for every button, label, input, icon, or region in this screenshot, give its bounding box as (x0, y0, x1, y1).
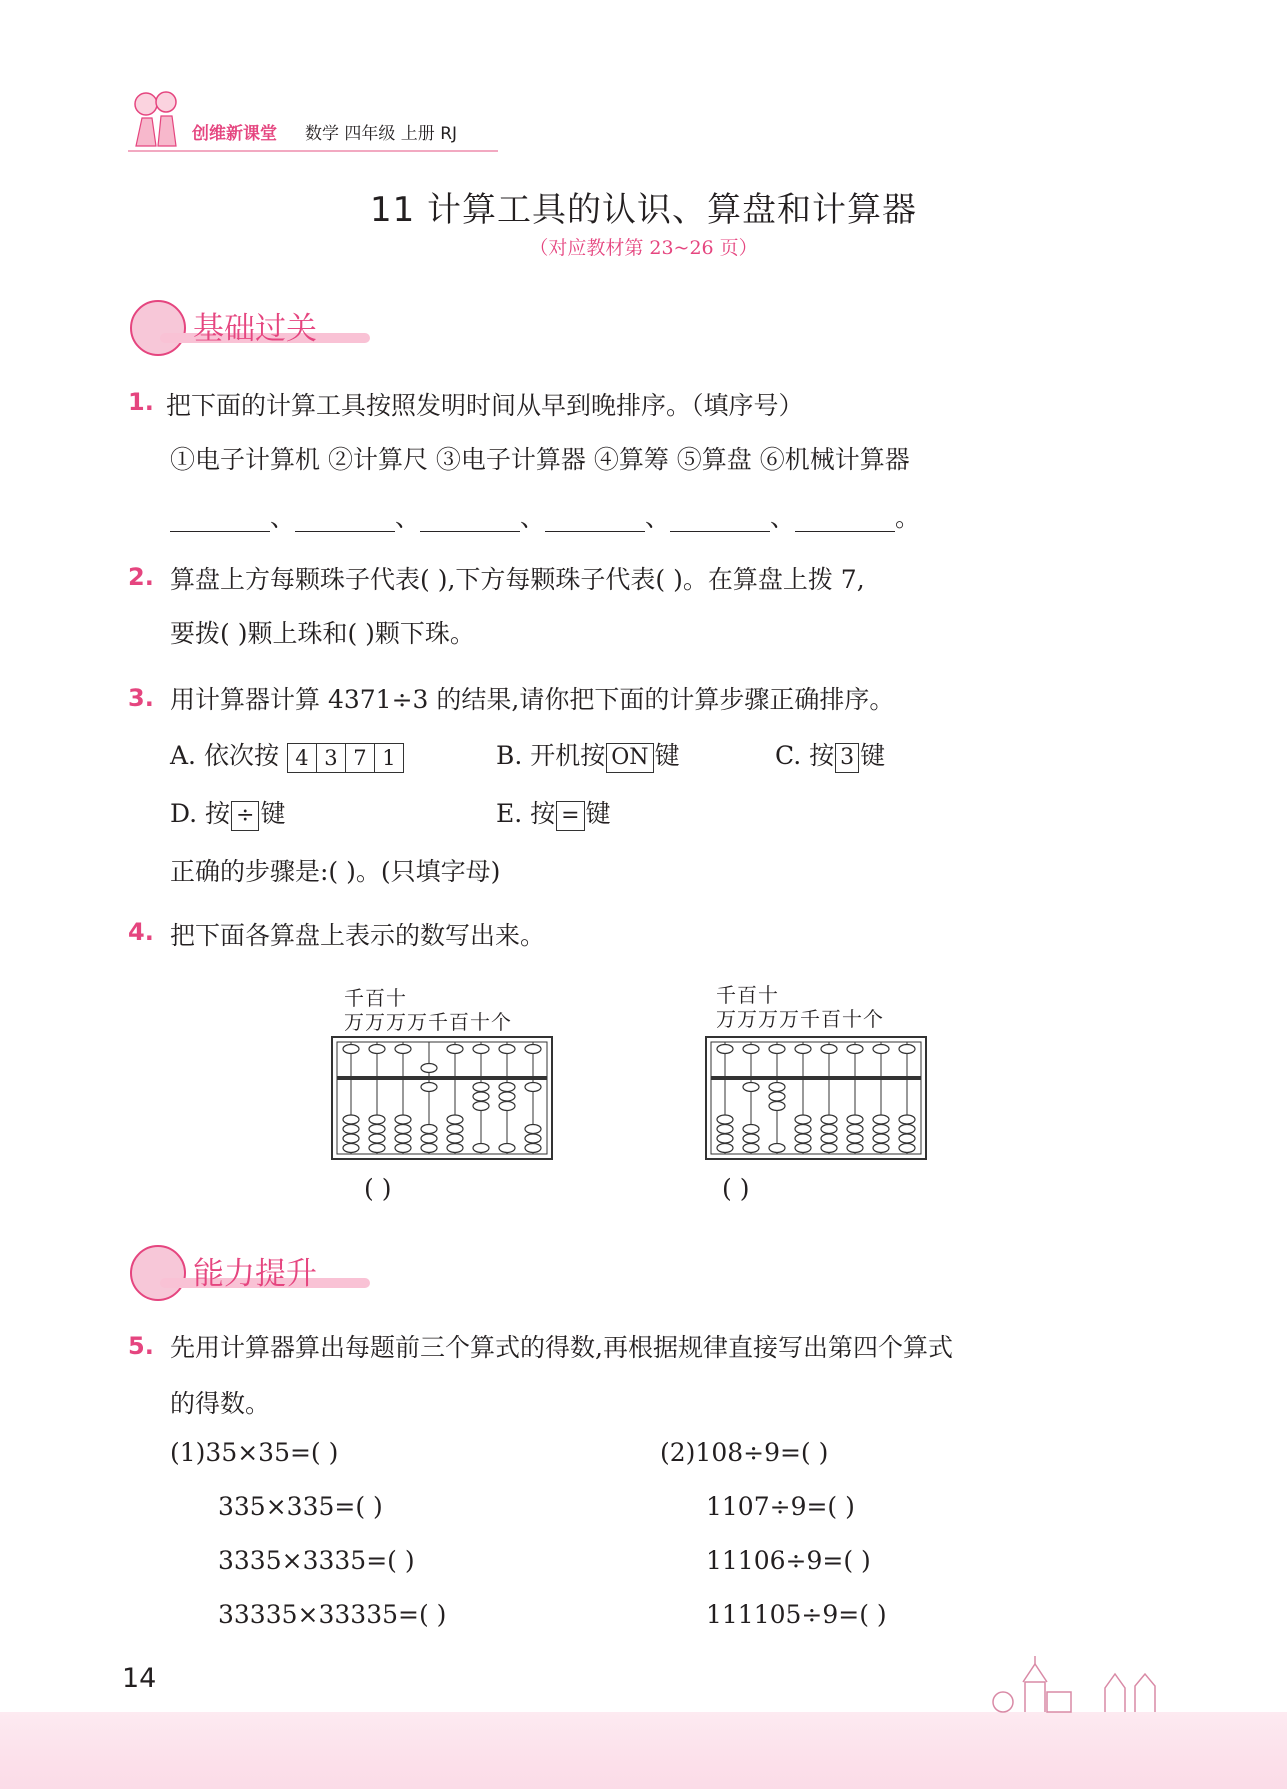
lesson-title: 11 计算工具的认识、算盘和计算器 (369, 190, 918, 230)
abacus-upper-bead (421, 1064, 437, 1073)
abacus-lower-bead (717, 1134, 733, 1143)
section-basic-icon (130, 300, 186, 356)
abacus-lower-bead (473, 1144, 489, 1153)
q5-right-2[interactable]: 1107÷9=( ) (706, 1492, 855, 1521)
q3-text: 用计算器计算 4371÷3 的结果,请你把下面的计算步骤正确排序。 (170, 685, 895, 714)
section-basic-title: 基础过关 (193, 311, 317, 347)
q2-line1: 算盘上方每颗珠子代表( ),下方每颗珠子代表( )。在算盘上拨 7, (170, 565, 865, 594)
abacus-lower-bead (795, 1144, 811, 1153)
q2-line2: 要拨( )颗上珠和( )颗下珠。 (170, 619, 475, 648)
abacus-lower-bead (369, 1134, 385, 1143)
abacus-lower-bead (847, 1125, 863, 1134)
abacus-upper-bead (525, 1045, 541, 1054)
abacus-lower-bead (369, 1144, 385, 1153)
abacus-lower-bead (499, 1092, 515, 1101)
q5-number: 5. (128, 1332, 154, 1360)
abacus-lower-bead (421, 1134, 437, 1143)
q4-number: 4. (128, 918, 154, 946)
key-divide: ÷ (231, 801, 259, 831)
q3-option-e (496, 794, 611, 831)
abacus-lower-bead (395, 1115, 411, 1124)
abacus-lower-bead (717, 1115, 733, 1124)
q5-left-1[interactable]: (1)35×35=( ) (170, 1438, 339, 1467)
q3-number: 3. (128, 684, 154, 712)
q3-option-e-suffix: 键 (585, 799, 611, 828)
abacus-frame (706, 1037, 926, 1159)
key-7: 7 (346, 744, 375, 772)
q1-text: 把下面的计算工具按照发明时间从早到晚排序。（填序号） (166, 391, 804, 420)
q5-right-4[interactable]: 111105÷9=( ) (706, 1600, 887, 1629)
header-divider (128, 150, 498, 152)
q4-answer-2[interactable]: ( ) (722, 1174, 750, 1203)
abacus-lower-bead (873, 1115, 889, 1124)
abacus-lower-bead (717, 1144, 733, 1153)
abacus-lower-bead (473, 1092, 489, 1101)
mascot-icon (128, 88, 184, 148)
q4-answer-1[interactable]: ( ) (364, 1174, 392, 1203)
footer-band (0, 1712, 1287, 1789)
abacus-lower-bead (743, 1144, 759, 1153)
abacus-lower-bead (769, 1083, 785, 1092)
abacus-lower-bead (743, 1134, 759, 1143)
abacus1-place-labels: 千百十 万万万万千百十个 (344, 986, 512, 1034)
abacus-lower-bead (447, 1144, 463, 1153)
q5-left-3[interactable]: 3335×3335=( ) (218, 1546, 415, 1575)
abacus-lower-bead (899, 1144, 915, 1153)
q1-options: ①电子计算机 ②计算尺 ③电子计算器 ④算筹 ⑤算盘 ⑥机械计算器 (170, 445, 910, 474)
abacus-lower-bead (873, 1134, 889, 1143)
abacus-lower-bead (525, 1083, 541, 1092)
header-brand: 创维新课堂 (192, 124, 277, 144)
abacus-lower-bead (821, 1115, 837, 1124)
page-number: 14 (122, 1663, 157, 1694)
abacus-lower-bead (769, 1102, 785, 1111)
abacus-lower-bead (821, 1125, 837, 1134)
q3-option-a-keys (287, 743, 404, 773)
abacus-lower-bead (795, 1125, 811, 1134)
castle-decoration-icon (985, 1652, 1165, 1714)
section-advanced-icon (130, 1245, 186, 1301)
header-subject: 数学 四年级 上册 RJ (305, 124, 458, 144)
abacus-lower-bead (369, 1115, 385, 1124)
abacus-lower-bead (873, 1144, 889, 1153)
q5-right-1[interactable]: (2)108÷9=( ) (660, 1438, 829, 1467)
section-advanced-title: 能力提升 (193, 1256, 317, 1292)
abacus-lower-bead (847, 1144, 863, 1153)
abacus-lower-bead (421, 1083, 437, 1092)
key-on: ON (606, 743, 653, 773)
abacus-lower-bead (847, 1134, 863, 1143)
q3-option-b (496, 736, 680, 773)
abacus-upper-bead (795, 1045, 811, 1054)
abacus-lower-bead (369, 1125, 385, 1134)
abacus-upper-bead (821, 1045, 837, 1054)
q3-option-a (170, 736, 404, 773)
q3-option-c-label: C. 按 (775, 741, 835, 770)
abacus-lower-bead (395, 1144, 411, 1153)
key-equals: = (556, 801, 584, 831)
abacus-lower-bead (473, 1083, 489, 1092)
q5-left-2[interactable]: 335×335=( ) (218, 1492, 383, 1521)
q3-option-c-suffix: 键 (860, 741, 886, 770)
abacus-upper-bead (447, 1045, 463, 1054)
abacus-lower-bead (525, 1144, 541, 1153)
q3-option-a-label: A. 依次按 (170, 741, 279, 770)
q3-option-b-label: B. 开机按 (496, 741, 606, 770)
abacus-upper-bead (473, 1045, 489, 1054)
abacus-lower-bead (717, 1125, 733, 1134)
abacus-beam (337, 1076, 547, 1080)
abacus-upper-bead (847, 1045, 863, 1054)
q3-option-d-suffix: 键 (260, 799, 286, 828)
abacus-lower-bead (525, 1125, 541, 1134)
abacus-lower-bead (899, 1134, 915, 1143)
abacus-lower-bead (343, 1144, 359, 1153)
abacus-lower-bead (447, 1125, 463, 1134)
q5-line1: 先用计算器算出每题前三个算式的得数,再根据规律直接写出第四个算式 (170, 1333, 953, 1362)
abacus-frame (332, 1037, 552, 1159)
q3-option-d-label: D. 按 (170, 799, 231, 828)
abacus-lower-bead (447, 1134, 463, 1143)
abacus-lower-bead (743, 1083, 759, 1092)
q5-line2: 的得数。 (170, 1389, 271, 1418)
abacus-lower-bead (821, 1134, 837, 1143)
abacus-lower-bead (873, 1125, 889, 1134)
abacus-lower-bead (499, 1144, 515, 1153)
abacus-upper-bead (873, 1045, 889, 1054)
abacus-lower-bead (473, 1102, 489, 1111)
abacus-lower-bead (421, 1125, 437, 1134)
key-4: 4 (288, 744, 317, 772)
abacus-lower-bead (343, 1115, 359, 1124)
abacus-1 (331, 1036, 553, 1160)
abacus2-place-labels: 千百十 万万万万千百十个 (716, 983, 884, 1031)
abacus-lower-bead (395, 1134, 411, 1143)
abacus-beam (711, 1076, 921, 1080)
q1-answer-blanks[interactable]: ________、________、________、________、________、________。 (170, 503, 921, 532)
q5-left-4[interactable]: 33335×33335=( ) (218, 1600, 447, 1629)
abacus-lower-bead (899, 1125, 915, 1134)
abacus-lower-bead (447, 1115, 463, 1124)
abacus-upper-bead (717, 1045, 733, 1054)
q1-number: 1. (128, 388, 154, 416)
q3-option-d (170, 794, 286, 831)
abacus-2 (705, 1036, 927, 1160)
abacus-upper-bead (499, 1045, 515, 1054)
q3-option-c (775, 736, 885, 773)
abacus-lower-bead (847, 1115, 863, 1124)
lesson-subtitle: （对应教材第 23~26 页） (529, 237, 758, 259)
key-3: 3 (317, 744, 346, 772)
key-3-single: 3 (835, 743, 859, 773)
abacus-lower-bead (395, 1125, 411, 1134)
q3-option-b-suffix: 键 (654, 741, 680, 770)
abacus-upper-bead (343, 1045, 359, 1054)
q3-answer[interactable]: 正确的步骤是:( )。(只填字母) (170, 857, 501, 886)
abacus-lower-bead (769, 1144, 785, 1153)
abacus-lower-bead (525, 1134, 541, 1143)
abacus-lower-bead (795, 1134, 811, 1143)
abacus-lower-bead (421, 1144, 437, 1153)
abacus-upper-bead (769, 1045, 785, 1054)
q5-right-3[interactable]: 11106÷9=( ) (706, 1546, 871, 1575)
abacus-lower-bead (343, 1134, 359, 1143)
abacus-upper-bead (743, 1045, 759, 1054)
abacus-upper-bead (899, 1045, 915, 1054)
abacus-upper-bead (395, 1045, 411, 1054)
abacus-lower-bead (769, 1092, 785, 1101)
abacus-lower-bead (821, 1144, 837, 1153)
abacus-lower-bead (795, 1115, 811, 1124)
abacus-lower-bead (343, 1125, 359, 1134)
abacus-lower-bead (743, 1125, 759, 1134)
key-1: 1 (382, 745, 396, 770)
abacus-lower-bead (499, 1102, 515, 1111)
q4-text: 把下面各算盘上表示的数写出来。 (170, 921, 546, 950)
q2-number: 2. (128, 563, 154, 591)
q3-option-e-label: E. 按 (496, 799, 556, 828)
abacus-upper-bead (369, 1045, 385, 1054)
abacus-lower-bead (899, 1115, 915, 1124)
abacus-lower-bead (499, 1083, 515, 1092)
